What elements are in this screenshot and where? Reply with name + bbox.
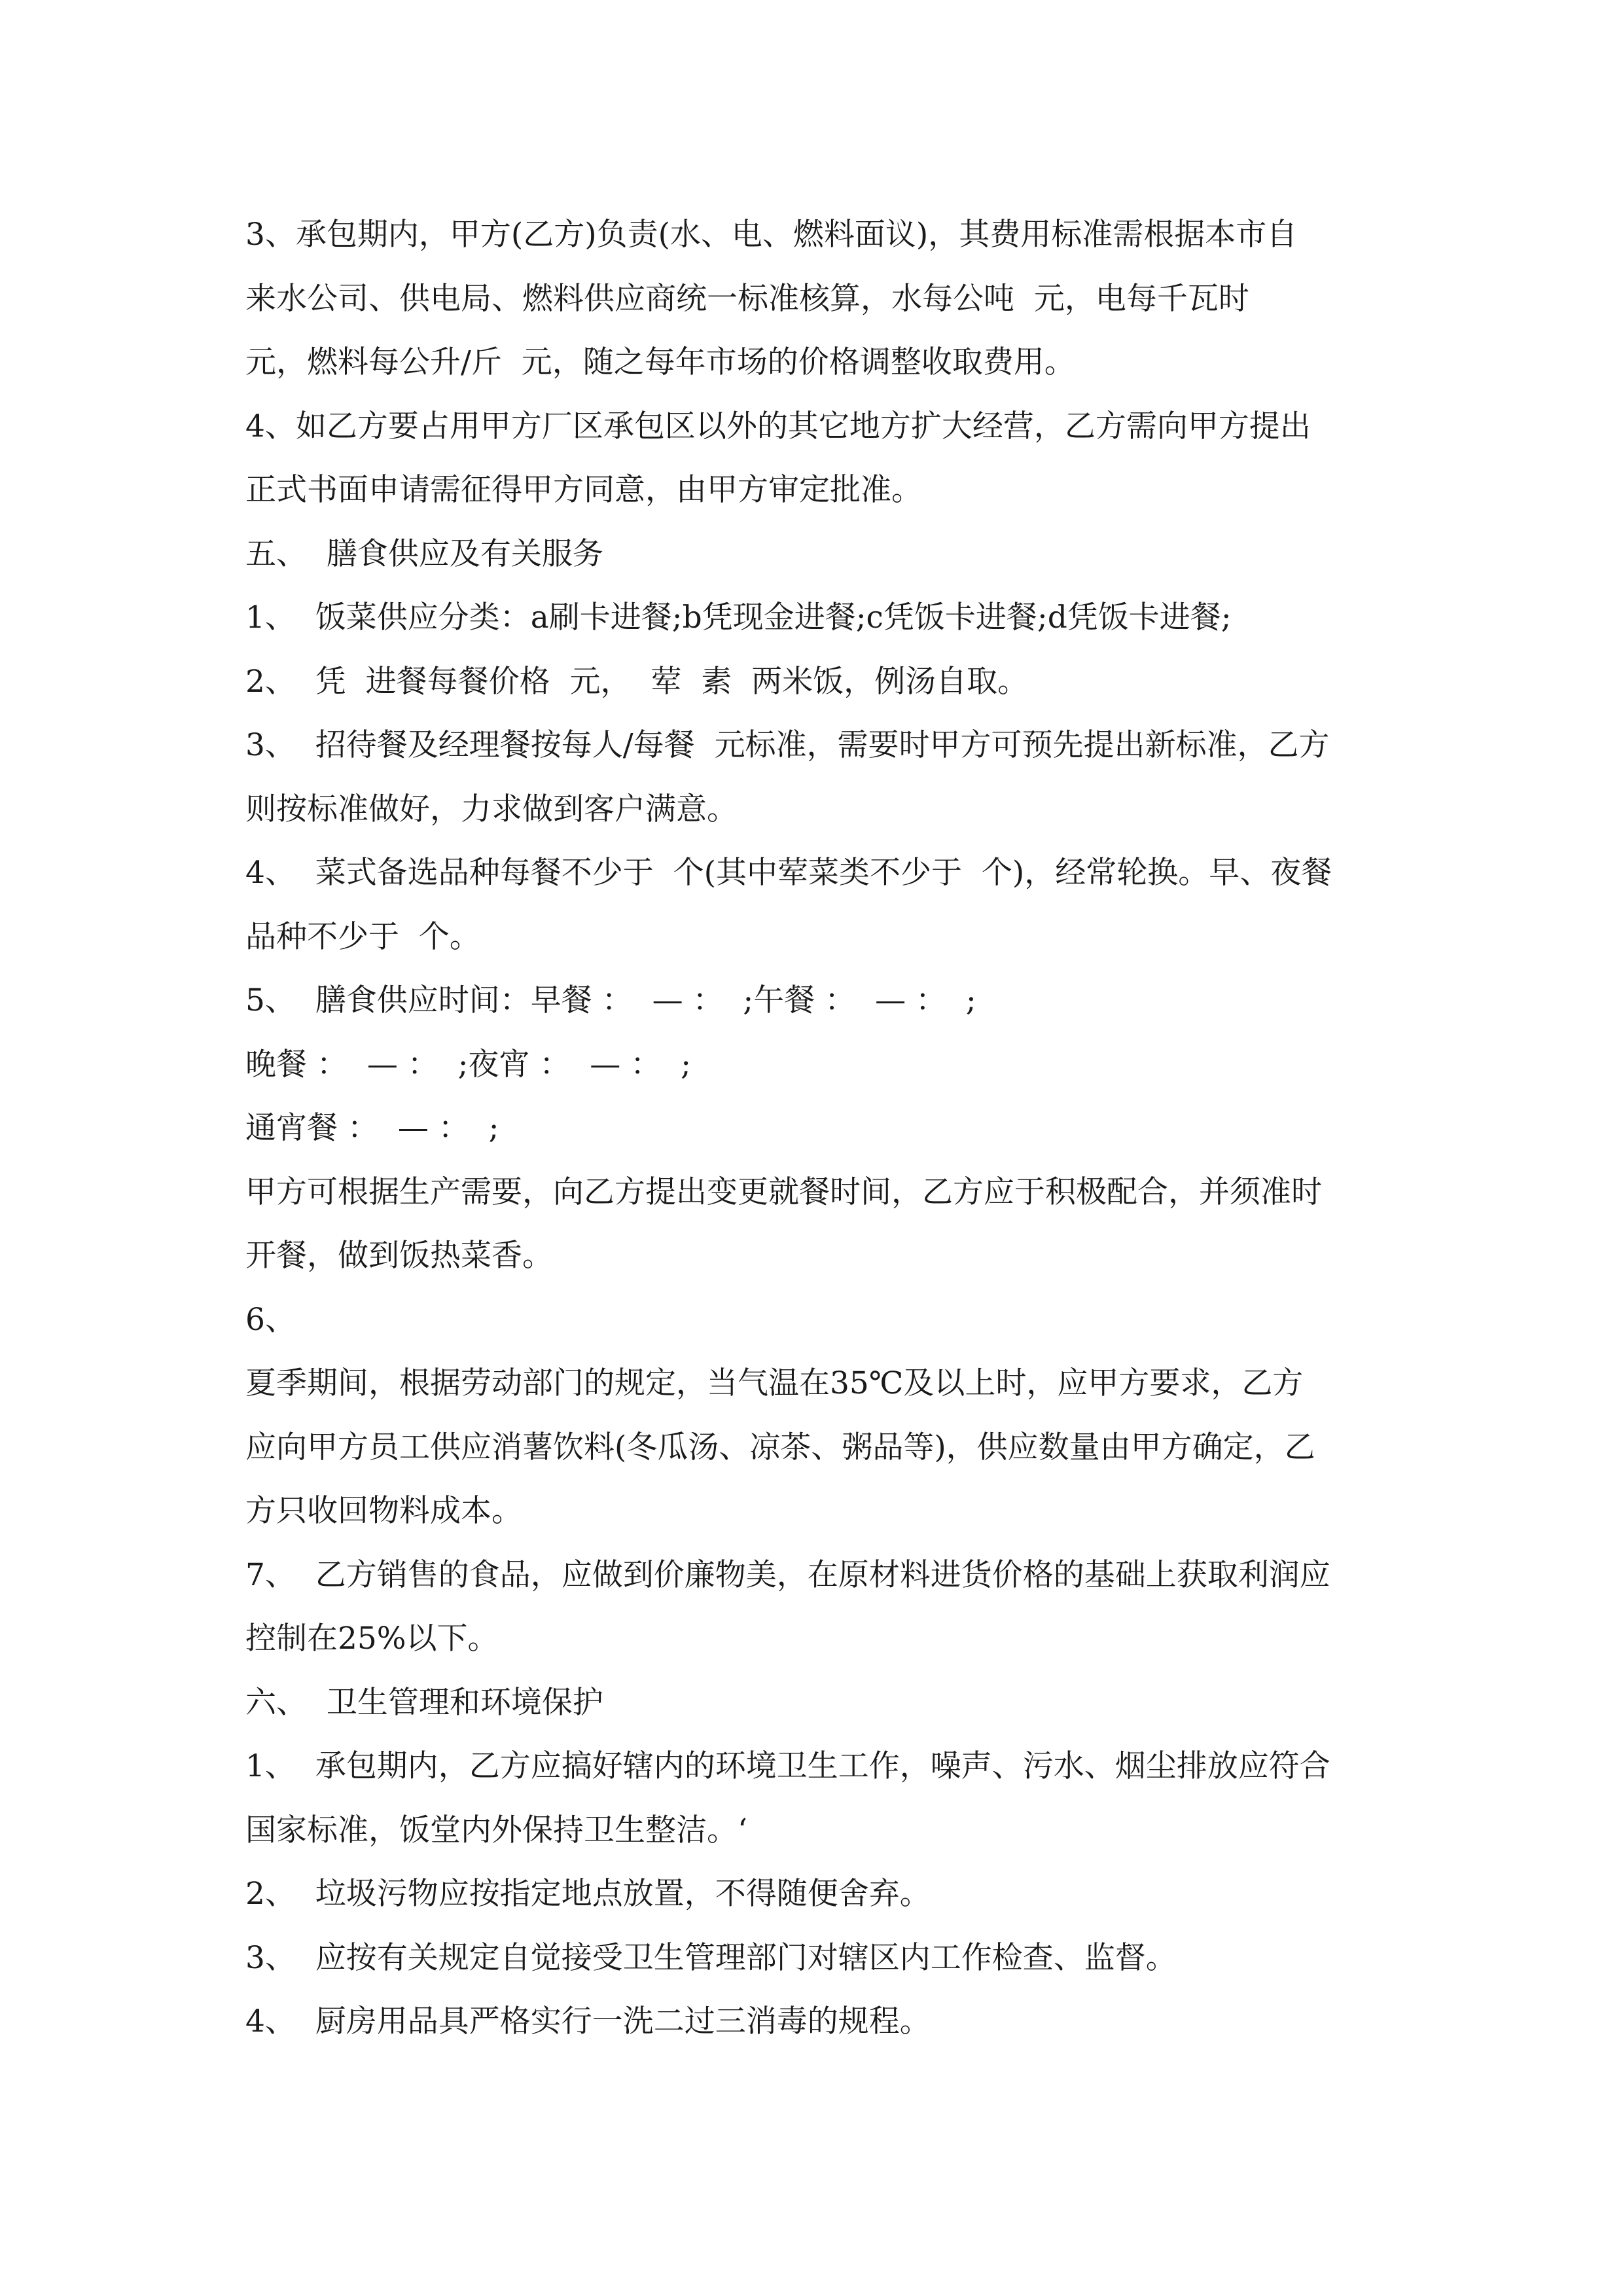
paragraph-line: 1、 饭菜供应分类：a刷卡进餐;b凭现金进餐;c凭饭卡进餐;d凭饭卡进餐; [245,600,1232,636]
paragraph-line: 2、 垃圾污物应按指定地点放置，不得随便舍弃。 [245,1876,931,1912]
paragraph-line: 方只收回物料成本。 [245,1493,522,1529]
paragraph-line: 元，燃料每公升/斤 元，随之每年市场的价格调整收取费用。 [245,344,1075,380]
paragraph-line: 正式书面申请需征得甲方同意，由甲方审定批准。 [245,472,922,508]
paragraph-line: 则按标准做好，力求做到客户满意。 [245,791,738,827]
section-heading-5: 五、 膳食供应及有关服务 [245,535,603,572]
paragraph-line: 甲方可根据生产需要，向乙方提出变更就餐时间，乙方应于积极配合，并须准时 [245,1174,1322,1210]
paragraph-line: 2、 凭 进餐每餐价格 元， 荤 素 两米饭，例汤自取。 [245,663,1029,700]
paragraph-line: 晚餐 ： — ： ;夜宵 ： — ： ; [245,1046,691,1083]
document-body [245,203,1384,2054]
section-heading-6: 六、 卫生管理和环境保护 [245,1684,603,1721]
paragraph-line: 1、 承包期内，乙方应搞好辖内的环境卫生工作，噪声、污水、烟尘排放应符合 [245,1748,1330,1784]
paragraph-line: 通宵餐 ： — ： ; [245,1110,499,1146]
paragraph-line: 6、 [245,1301,296,1338]
paragraph-line: 应向甲方员工供应消薯饮料(冬瓜汤、凉茶、粥品等)，供应数量由甲方确定，乙 [245,1429,1315,1465]
paragraph-line: 7、 乙方销售的食品，应做到价廉物美，在原材料进货价格的基础上获取利润应 [245,1556,1330,1593]
paragraph-line: 来水公司、供电局、燃料供应商统一标准核算，水每公吨 元，电每千瓦时 [245,280,1249,317]
paragraph-line: 4、 厨房用品具严格实行一洗二过三消毒的规程。 [245,2003,931,2039]
paragraph-line: 3、 应按有关规定自觉接受卫生管理部门对辖区内工作检查、监督。 [245,1939,1177,1976]
paragraph-line: 国家标准，饭堂内外保持卫生整洁。‘ [245,1812,747,1848]
paragraph-line: 开餐，做到饭热菜香。 [245,1238,553,1274]
paragraph-line: 品种不少于 个。 [245,918,480,955]
paragraph-line: 5、 膳食供应时间：早餐 ： — ： ;午餐 ： — ： ; [245,982,976,1018]
paragraph-line: 3、 招待餐及经理餐按每人/每餐 元标准，需要时甲方可预先提出新标准，乙方 [245,727,1330,763]
paragraph-line: 4、如乙方要占用甲方厂区承包区以外的其它地方扩大经营，乙方需向甲方提出 [245,408,1311,444]
paragraph-line: 控制在25%以下。 [245,1621,499,1657]
paragraph-line: 4、 菜式备选品种每餐不少于 个(其中荤菜类不少于 个)，经常轮换。早、夜餐 [245,855,1332,891]
paragraph-line: 夏季期间，根据劳动部门的规定，当气温在35℃及以上时，应甲方要求，乙方 [245,1365,1304,1401]
paragraph-line: 3、承包期内，甲方(乙方)负责(水、电、燃料面议)，其费用标准需根据本市自 [245,217,1298,253]
